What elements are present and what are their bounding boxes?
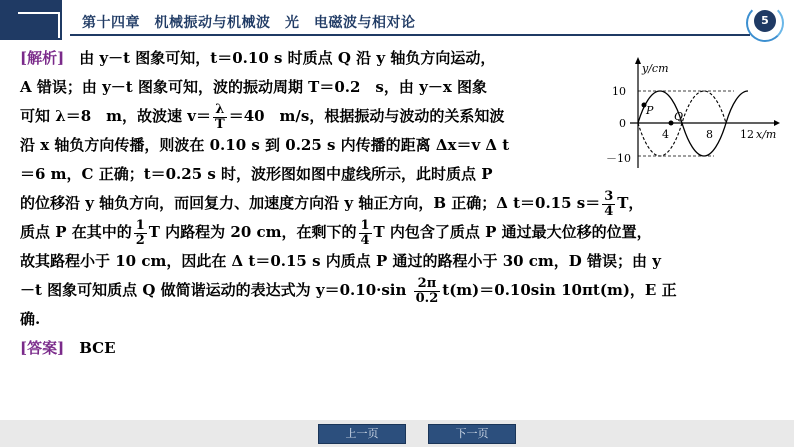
text-l9a: －t 图象可知质点 Q 做简谐运动的表达式为 y＝0.10·sin [20, 281, 412, 299]
frac-num: λ [213, 103, 227, 118]
text-l8: 故其路程小于 10 cm，因此在 Δ t＝0.15 s 内质点 P 通过的路程小于 30 cm，D 错误；由 y [20, 252, 661, 270]
page-number-badge: 5 [754, 10, 776, 32]
text-line-7 [20, 218, 780, 247]
fraction-three-quarters [602, 190, 615, 219]
text-line-1 [20, 44, 600, 73]
prev-page-button[interactable]: 上一页 [318, 424, 406, 444]
text-l7b: T 内路程为 20 cm，在剩下的 [148, 223, 357, 241]
frac-den: 2 [135, 232, 145, 248]
text-l3a: 可知 λ＝8 m，故波速 v＝ [20, 107, 211, 125]
text-l1: 由 y－t 图象可知，t＝0.10 s 时质点 Q 沿 y 轴负方向运动， [64, 49, 496, 67]
fraction-2pi-over-0-2 [414, 277, 441, 306]
point-q-label: Q [674, 110, 684, 123]
text-l5: ＝6 m，C 正确；t＝0.25 s 时，波形图如图中虚线所示，此时质点 P [20, 165, 493, 183]
frac-den: 0.2 [415, 290, 439, 306]
text-l3b: ＝40 m/s，根据振动与波动的关系知波 [228, 107, 505, 125]
x-axis-arrow [774, 120, 780, 126]
text-l7c: T 内包含了质点 P 通过最大位移的位置， [373, 223, 652, 241]
text-line-6 [20, 189, 780, 218]
x-tick-12: 12 [740, 128, 754, 141]
text-line-2 [20, 73, 600, 102]
answer-tag: [答案] [20, 339, 65, 357]
text-l9b: t(m)＝0.10sin 10πt(m)，E 正 [442, 281, 677, 299]
frac-num: 2π [414, 277, 441, 292]
fraction-one-quarter [359, 219, 372, 248]
fraction-lambda-over-t [213, 103, 227, 132]
wave-graph [604, 48, 790, 172]
text-line-3 [20, 102, 600, 131]
x-tick-8: 8 [706, 128, 713, 141]
text-l7a: 质点 P 在其中的 [20, 223, 132, 241]
frac-num: 1 [360, 217, 370, 233]
x-axis-label: x/m [756, 128, 777, 141]
text-line-9 [20, 276, 780, 305]
y-tick-10: 10 [612, 85, 626, 98]
text-l6b: T， [617, 194, 644, 212]
point-q-dot [669, 121, 674, 126]
header-logo-block [0, 0, 62, 40]
text-line-8 [20, 247, 780, 276]
text-l2: A 错误；由 y－t 图象可知，波的振动周期 T＝0.2 s，由 y－x 图象 [20, 78, 487, 96]
chapter-title: 第十四章 机械振动与机械波 光 电磁波与相对论 [82, 15, 416, 31]
y-tick-0: 0 [619, 117, 626, 130]
slide-navigation-bar [0, 420, 794, 447]
analysis-tag: [解析] [20, 49, 65, 67]
y-tick-neg10: －10 [606, 152, 631, 165]
text-line-10 [20, 305, 780, 334]
fraction-one-half [134, 219, 147, 248]
answer-text: BCE [64, 339, 116, 357]
point-p-label: P [646, 104, 654, 117]
frac-den: T [215, 116, 225, 132]
answer-line [20, 334, 780, 363]
y-axis-arrow [635, 57, 641, 64]
frac-num: 3 [604, 188, 614, 204]
slide-header [0, 0, 794, 44]
frac-den: 4 [604, 203, 614, 219]
x-tick-4: 4 [662, 128, 669, 141]
text-line-4 [20, 131, 600, 160]
text-l6a: 的位移沿 y 轴负方向，而回复力、加速度方向沿 y 轴正方向，B 正确；Δ t＝0.15 s＝ [20, 194, 601, 212]
header-logo-frame [18, 12, 60, 38]
y-axis-label: y/cm [642, 62, 669, 75]
frac-den: 4 [360, 232, 370, 248]
frac-num: 1 [135, 217, 145, 233]
header-rule [70, 34, 750, 36]
text-l10: 确. [20, 310, 41, 328]
text-l4: 沿 x 轴负方向传播，则波在 0.10 s 到 0.25 s 内传播的距离 Δx＝v Δ t [20, 136, 510, 154]
next-page-button[interactable]: 下一页 [428, 424, 516, 444]
text-line-5 [20, 160, 600, 189]
